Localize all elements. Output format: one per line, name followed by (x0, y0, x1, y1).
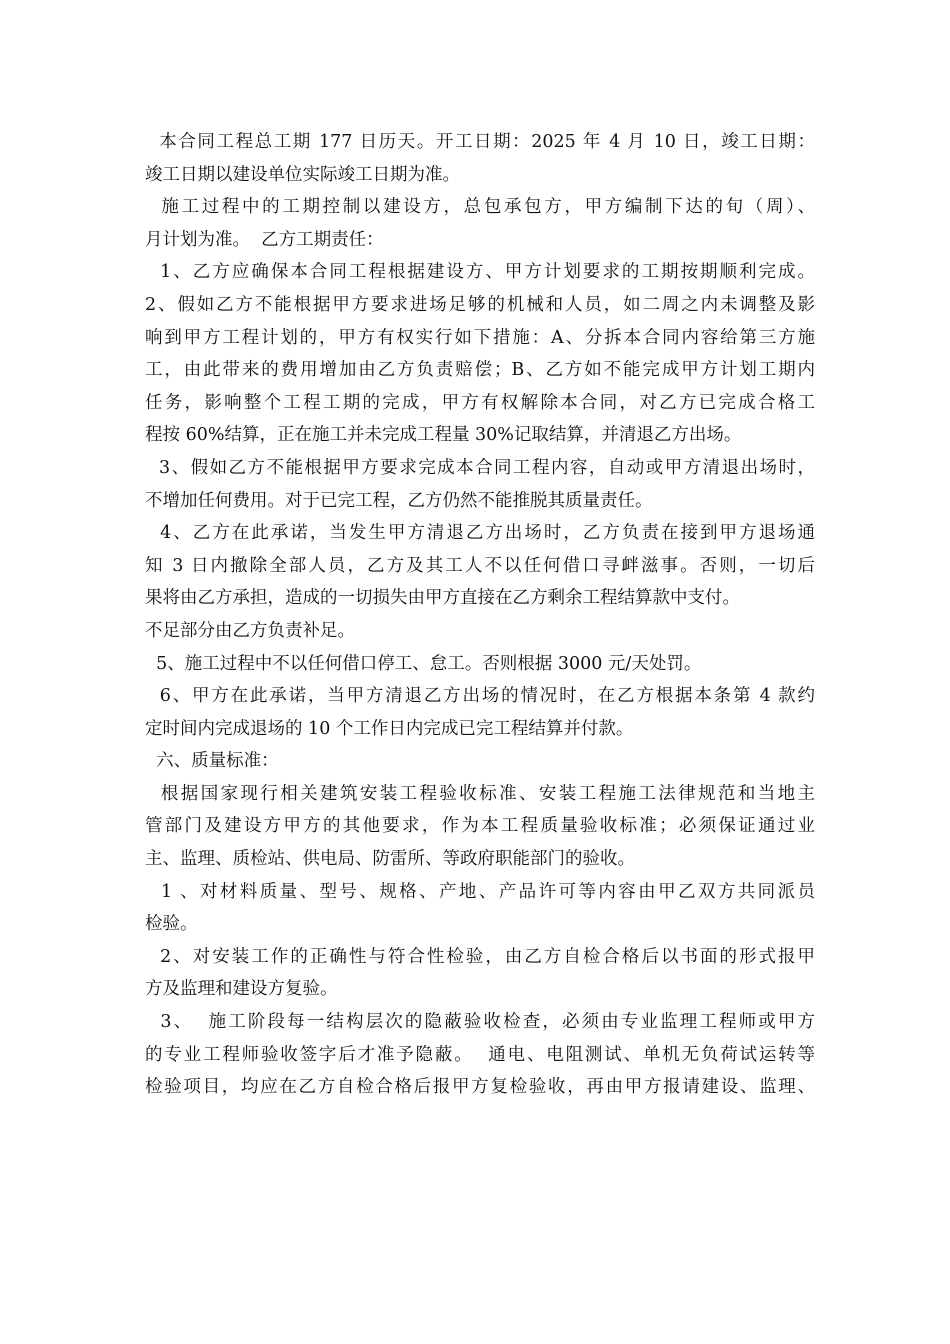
text-line: 根据国家现行相关建筑安装工程验收标准、安装工程施工法律规范和当地主 (145, 783, 815, 804)
text-line: 1、乙方应确保本合同工程根据建设方、甲方计划要求的工期按期顺利完成。 (145, 262, 815, 283)
text-line: 不足部分由乙方负责补足。 (145, 620, 355, 641)
text-line: 检验。 (145, 914, 198, 935)
text-line: 响到甲方工程计划的，甲方有权实行如下措施：A、分拆本合同内容给第三方施 (145, 327, 815, 348)
text-line: 果将由乙方承担，造成的一切损失由甲方直接在乙方剩余工程结算款中支付。 (145, 588, 740, 609)
text-line: 6、甲方在此承诺，当甲方清退乙方出场的情况时，在乙方根据本条第 4 款约 (145, 686, 815, 707)
text-line: 方及监理和建设方复验。 (145, 979, 338, 1000)
contract-body-text (145, 126, 815, 1104)
text-line: 2、对安装工作的正确性与符合性检验，由乙方自检合格后以书面的形式报甲 (145, 946, 815, 967)
text-line: 施工过程中的工期控制以建设方，总包承包方，甲方编制下达的旬（周）、 (145, 197, 815, 218)
text-line: 的专业工程师验收签字后才准予隐蔽。 通电、电阻测试、单机无负荷试运转等 (145, 1044, 815, 1065)
text-line: 不增加任何费用。对于已完工程，乙方仍然不能推脱其质量责任。 (145, 490, 653, 511)
text-line: 管部门及建设方甲方的其他要求，作为本工程质量验收标准；必须保证通过业 (145, 816, 815, 837)
text-line: 3、假如乙方不能根据甲方要求完成本合同工程内容，自动或甲方清退出场时， (145, 457, 815, 478)
text-line: 3、 施工阶段每一结构层次的隐蔽验收检查，必须由专业监理工程师或甲方 (145, 1012, 815, 1033)
text-line: 4、乙方在此承诺，当发生甲方清退乙方出场时，乙方负责在接到甲方退场通 (145, 523, 815, 544)
text-line: 工，由此带来的费用增加由乙方负责赔偿；B、乙方如不能完成甲方计划工期内 (145, 360, 815, 381)
text-line: 程按 60%结算，正在施工并未完成工程量 30%记取结算，并清退乙方出场。 (145, 425, 742, 446)
text-line: 2、假如乙方不能根据甲方要求进场足够的机械和人员，如二周之内未调整及影 (145, 294, 815, 315)
text-line: 5、施工过程中不以任何借口停工、怠工。否则根据 3000 元/天处罚。 (145, 653, 702, 674)
text-line: 本合同工程总工期 177 日历天。开工日期：2025 年 4 月 10 日，竣工日期： (145, 132, 815, 152)
section-heading: 六、质量标准： (145, 751, 279, 772)
text-line: 定时间内完成退场的 10 个工作日内完成已完工程结算并付款。 (145, 718, 634, 739)
text-line: 竣工日期以建设单位实际竣工日期为准。 (145, 164, 460, 185)
text-line: 月计划为准。 乙方工期责任： (145, 229, 384, 250)
text-line: 知 3 日内撤除全部人员，乙方及其工人不以任何借口寻衅滋事。否则，一切后 (145, 555, 815, 576)
text-line: 检验项目，均应在乙方自检合格后报甲方复检验收，再由甲方报请建设、监理、 (145, 1077, 815, 1098)
text-line: 1 、对材料质量、型号、规格、产地、产品许可等内容由甲乙双方共同派员 (145, 881, 815, 902)
text-line: 任务，影响整个工程工期的完成，甲方有权解除本合同，对乙方已完成合格工 (145, 392, 815, 413)
text-line: 主、监理、质检站、供电局、防雷所、等政府职能部门的验收。 (145, 849, 635, 870)
